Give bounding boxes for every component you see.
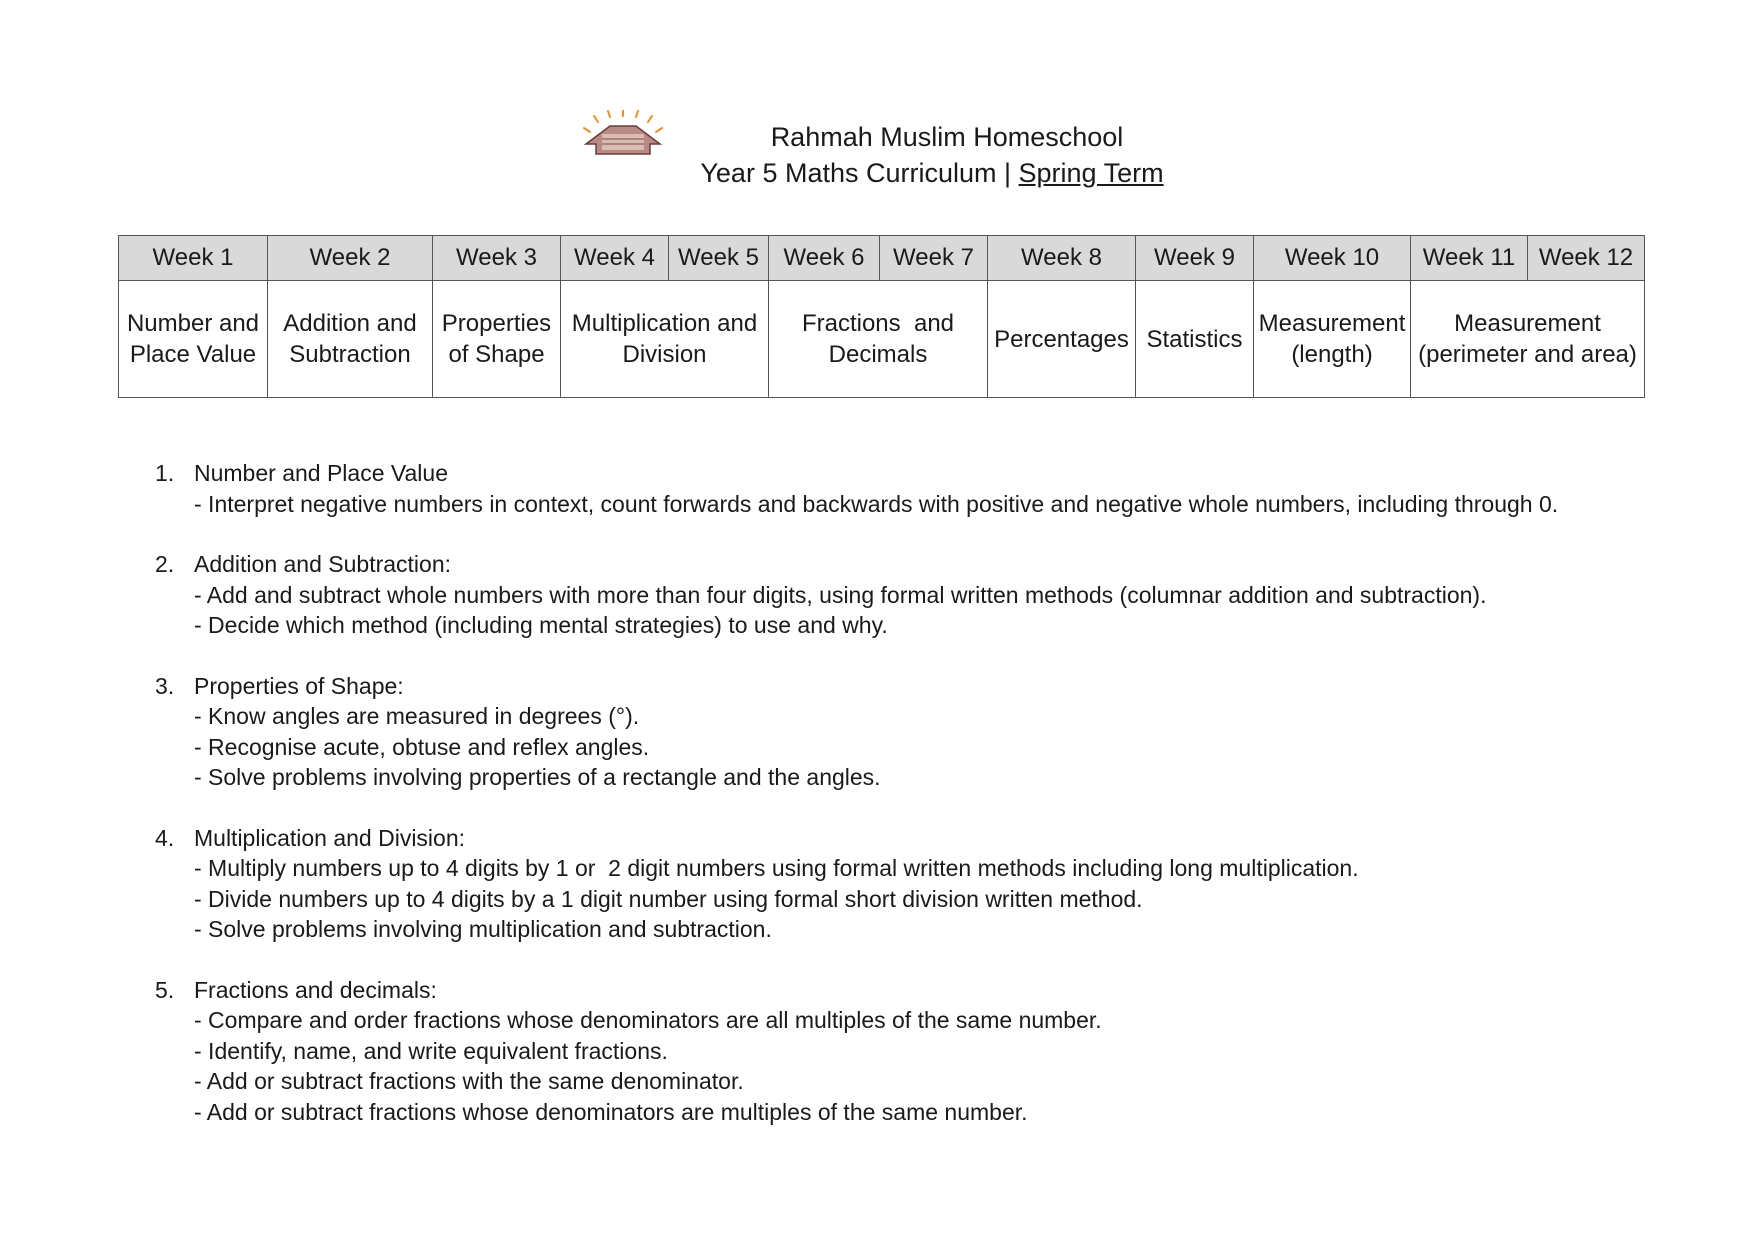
- subtitle-prefix: Year 5 Maths Curriculum |: [700, 158, 1019, 188]
- item-title: Addition and Subtraction:: [194, 551, 452, 577]
- item-point: - Compare and order fractions whose denominators are all multiples of the same number.: [194, 1007, 1102, 1033]
- topic-cell: [119, 281, 268, 398]
- item-point: - Solve problems involving multiplication and subtraction.: [194, 916, 772, 942]
- item-number: 2.: [155, 551, 175, 577]
- topic-line: Subtraction: [289, 341, 411, 368]
- topic-line: Decimals: [828, 341, 928, 368]
- item-point: - Add or subtract fractions with the same denominator.: [194, 1068, 744, 1094]
- topic-line: Properties: [441, 310, 552, 337]
- item-point: - Divide numbers up to 4 digits by a 1 digit number using formal short division written method.: [194, 885, 1143, 912]
- topic-line: (length): [1291, 341, 1373, 368]
- topic-line: (perimeter and area): [1418, 341, 1637, 368]
- topic-line: Addition and: [283, 310, 417, 337]
- week-header-cell: Week 9: [1136, 236, 1254, 281]
- topic-cell: [1136, 281, 1254, 398]
- topic-cell: [1411, 281, 1645, 398]
- item-title: Properties of Shape:: [194, 672, 404, 699]
- week-header-row: [119, 236, 1645, 281]
- topic-cell: [561, 281, 769, 398]
- topic-line: Percentages: [994, 325, 1129, 353]
- item-point: - Recognise acute, obtuse and reflex angles.: [194, 733, 650, 760]
- item-point: - Multiply numbers up to 4 digits by 1 or 2 digit numbers using formal written methods including long multiplication.: [194, 855, 1359, 881]
- topic-cell: [769, 281, 988, 398]
- week-header-cell: Week 6: [769, 236, 880, 281]
- topic-cell: [268, 281, 433, 398]
- topic-line: Fractions and: [801, 310, 955, 337]
- item-title: Number and Place Value: [194, 460, 448, 486]
- weekly-schedule-table: [118, 235, 1645, 398]
- week-header-cell: Week 1: [119, 236, 268, 281]
- item-point: - Add or subtract fractions whose denominators are multiples of the same number.: [194, 1098, 1028, 1125]
- topic-line: of Shape: [448, 341, 545, 368]
- week-header-cell: Week 4: [561, 236, 669, 281]
- item-point: - Know angles are measured in degrees (°).: [194, 703, 640, 729]
- item-number: 4.: [155, 824, 175, 851]
- week-header-cell: Week 8: [988, 236, 1136, 281]
- item-number: 1.: [155, 460, 175, 486]
- item-point: - Solve problems involving properties of a rectangle and the angles.: [194, 764, 881, 790]
- list-item: [155, 823, 1655, 945]
- week-header-cell: Week 11: [1411, 236, 1528, 281]
- item-point: - Add and subtract whole numbers with more than four digits, using formal written methods (columnar addition and subtraction).: [194, 581, 1487, 608]
- school-name: Rahmah Muslim Homeschool: [770, 122, 1124, 152]
- item-point: - Identify, name, and write equivalent fractions.: [194, 1037, 668, 1064]
- item-title: Multiplication and Division:: [194, 824, 466, 851]
- learning-outcomes-list: [155, 458, 1655, 1157]
- topic-row: [119, 281, 1645, 398]
- item-point: - Decide which method (including mental strategies) to use and why.: [194, 612, 888, 638]
- list-item: [155, 975, 1655, 1128]
- item-title: Fractions and decimals:: [194, 976, 437, 1003]
- week-header-cell: Week 3: [433, 236, 561, 281]
- item-point: - Interpret negative numbers in context, count forwards and backwards with positive and negative whole numbers, including through 0.: [194, 490, 1559, 517]
- topic-cell: [1254, 281, 1411, 398]
- list-item: [155, 458, 1655, 519]
- topic-line: Place Value: [129, 341, 257, 368]
- topic-line: Multiplication and: [571, 310, 758, 337]
- list-item: [155, 549, 1655, 641]
- topic-line: Number and: [126, 310, 260, 337]
- document-subtitle: [0, 158, 1754, 189]
- topic-cell: [433, 281, 561, 398]
- list-item: [155, 671, 1655, 793]
- topic-line: Measurement: [1258, 310, 1406, 337]
- item-number: 5.: [155, 976, 175, 1003]
- week-header-cell: Week 7: [880, 236, 988, 281]
- term-name: Spring Term: [1018, 158, 1164, 188]
- topic-line: Measurement: [1454, 310, 1601, 337]
- week-header-cell: Week 10: [1254, 236, 1411, 281]
- week-header-cell: Week 2: [268, 236, 433, 281]
- topic-line: Division: [622, 341, 707, 368]
- week-header-cell: Week 5: [669, 236, 769, 281]
- item-number: 3.: [155, 672, 175, 699]
- week-header-cell: Week 12: [1528, 236, 1645, 281]
- topic-cell: [988, 281, 1136, 398]
- topic-line: Statistics: [1146, 325, 1243, 353]
